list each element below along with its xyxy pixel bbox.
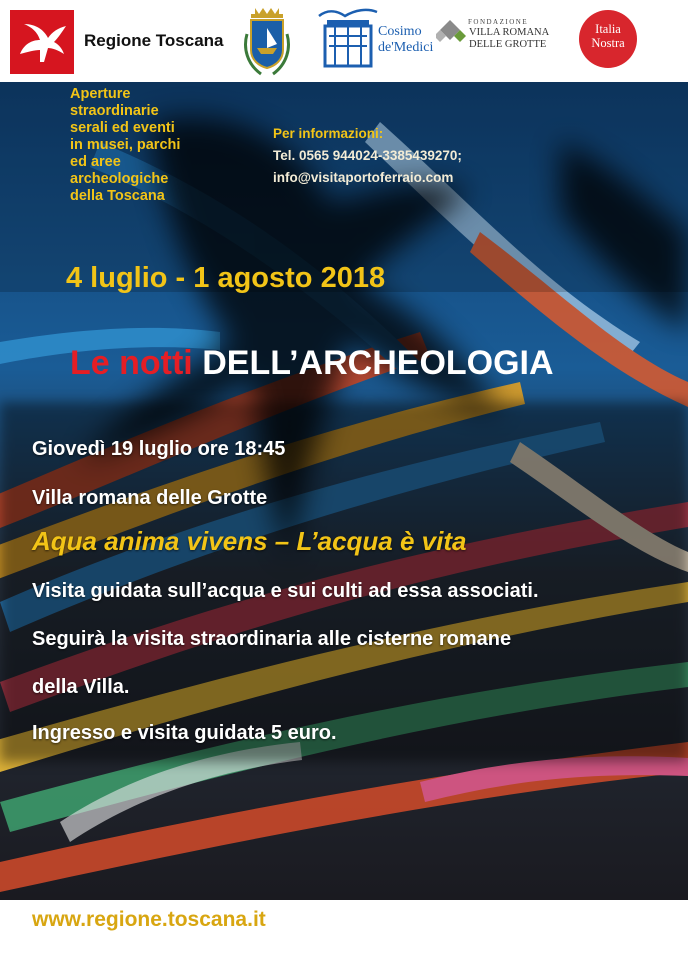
intro-line: archeologiche bbox=[70, 171, 169, 187]
title-part-red: Le notti bbox=[70, 344, 193, 382]
cosimo-de-medici-label: Cosimo de'Medici bbox=[378, 24, 434, 55]
contact-info bbox=[273, 123, 462, 189]
winged-horse-icon bbox=[10, 10, 74, 74]
regione-toscana-logo bbox=[10, 10, 74, 74]
intro-line: ed aree bbox=[70, 154, 121, 170]
municipal-crest-icon bbox=[241, 4, 293, 78]
intro-line: della Toscana bbox=[70, 188, 165, 204]
event-subtitle: Aqua anima vivens – L’acqua è vita bbox=[32, 526, 467, 556]
regione-toscana-label: Regione Toscana bbox=[84, 31, 224, 50]
event-when: Giovedì 19 luglio ore 18:45 bbox=[32, 438, 286, 460]
event-description-3: della Villa. bbox=[32, 676, 130, 698]
title-part-white: DELL’ARCHEOLOGIA bbox=[202, 344, 554, 382]
event-dates: 4 luglio - 1 agosto 2018 bbox=[66, 262, 386, 294]
info-email: info@visitaportoferraio.com bbox=[273, 170, 454, 185]
event-description-2: Seguirà la visita straordinaria alle cisterne romane bbox=[32, 628, 512, 650]
event-price: Ingresso e visita guidata 5 euro. bbox=[32, 722, 337, 744]
fondazione-label: FONDAZIONE bbox=[468, 18, 529, 26]
info-phone: Tel. 0565 944024-3385439270; bbox=[273, 148, 462, 163]
italia-nostra-label: Italia Nostra bbox=[591, 22, 625, 50]
villa-romana-label: VILLA ROMANA DELLE GROTTE bbox=[469, 27, 550, 50]
info-label: Per informazioni: bbox=[273, 126, 384, 141]
intro-text bbox=[70, 86, 240, 205]
event-where: Villa romana delle Grotte bbox=[32, 487, 268, 509]
intro-line: serali ed eventi bbox=[70, 120, 175, 136]
website-link[interactable]: www.regione.toscana.it bbox=[32, 908, 266, 931]
intro-line: Aperture bbox=[70, 86, 131, 102]
intro-line: in musei, parchi bbox=[70, 137, 181, 153]
event-description-1: Visita guidata sull’acqua e sui culti ad essa associati. bbox=[32, 580, 539, 602]
intro-line: straordinarie bbox=[70, 103, 159, 119]
poster-title bbox=[70, 344, 554, 383]
